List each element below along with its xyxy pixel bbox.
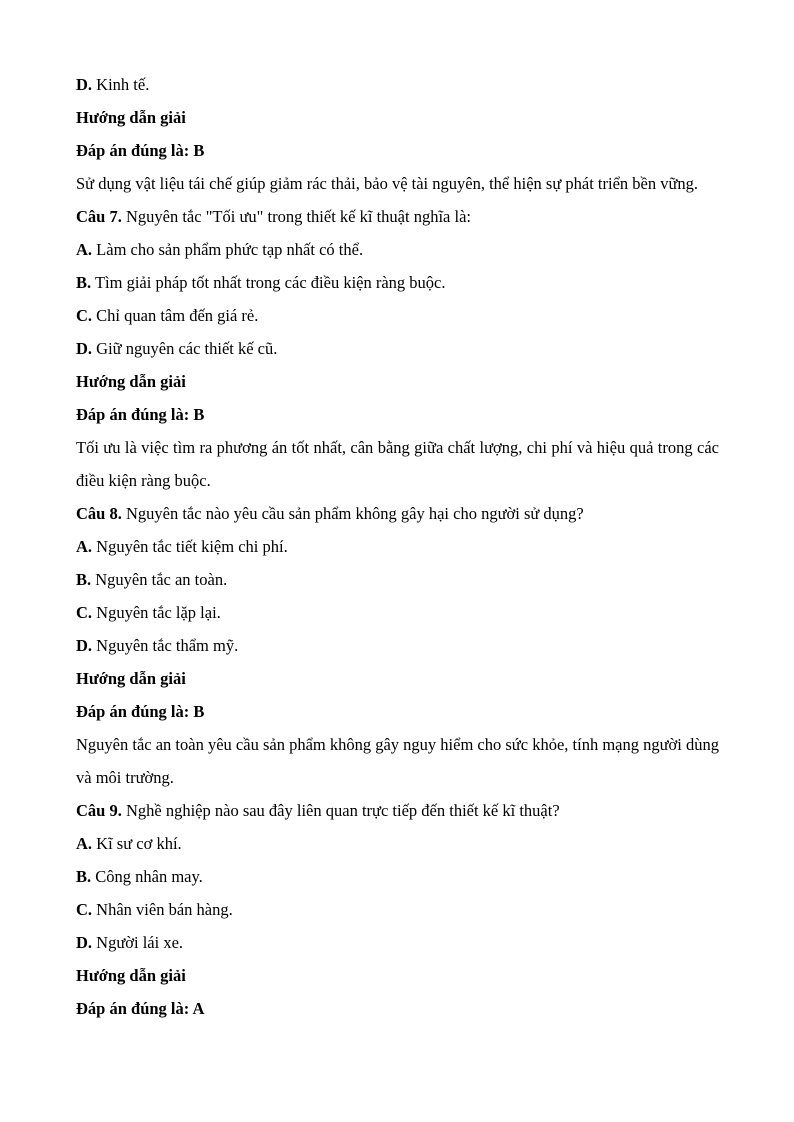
correct-answer-text: Đáp án đúng là: B bbox=[76, 141, 205, 160]
option-text: Làm cho sản phẩm phức tạp nhất có thể. bbox=[92, 240, 364, 259]
option-letter: A. bbox=[76, 240, 93, 259]
answer-option bbox=[76, 332, 719, 365]
question-title bbox=[76, 200, 719, 233]
solution-heading bbox=[76, 959, 719, 992]
option-text: Kĩ sư cơ khí. bbox=[92, 834, 182, 853]
question-title bbox=[76, 794, 719, 827]
option-text: Nguyên tắc thẩm mỹ. bbox=[92, 636, 239, 655]
answer-option bbox=[76, 629, 719, 662]
option-letter: A. bbox=[76, 834, 93, 853]
option-letter: D. bbox=[76, 75, 93, 94]
option-letter: B. bbox=[76, 570, 92, 589]
solution-heading-text: Hướng dẫn giải bbox=[76, 669, 186, 688]
option-letter: C. bbox=[76, 603, 93, 622]
explanation-text: Sử dụng vật liệu tái chế giúp giảm rác thải, bảo vệ tài nguyên, thể hiện sự phát triển bền vững. bbox=[76, 174, 699, 193]
solution-heading-text: Hướng dẫn giải bbox=[76, 966, 186, 985]
option-text: Người lái xe. bbox=[92, 933, 184, 952]
explanation-text: Nguyên tắc an toàn yêu cầu sản phẩm không gây nguy hiểm cho sức khỏe, tính mạng người dùng và môi trường. bbox=[76, 735, 719, 787]
question-text: Nguyên tắc "Tối ưu" trong thiết kế kĩ thuật nghĩa là: bbox=[121, 207, 471, 226]
option-letter: B. bbox=[76, 273, 92, 292]
question-text: Nghề nghiệp nào sau đây liên quan trực tiếp đến thiết kế kĩ thuật? bbox=[121, 801, 560, 820]
answer-option bbox=[76, 233, 719, 266]
option-letter: D. bbox=[76, 636, 93, 655]
option-text: Nguyên tắc an toàn. bbox=[91, 570, 228, 589]
option-letter: D. bbox=[76, 933, 93, 952]
solution-heading bbox=[76, 662, 719, 695]
question-number: Câu 8. bbox=[76, 504, 122, 523]
correct-answer bbox=[76, 398, 719, 431]
correct-answer bbox=[76, 992, 719, 1025]
answer-option bbox=[76, 893, 719, 926]
correct-answer-text: Đáp án đúng là: B bbox=[76, 702, 205, 721]
option-letter: B. bbox=[76, 867, 92, 886]
question-text: Nguyên tắc nào yêu cầu sản phẩm không gây hại cho người sử dụng? bbox=[121, 504, 584, 523]
option-letter: C. bbox=[76, 900, 93, 919]
answer-option bbox=[76, 68, 719, 101]
correct-answer-text: Đáp án đúng là: B bbox=[76, 405, 205, 424]
correct-answer bbox=[76, 134, 719, 167]
option-text: Nhân viên bán hàng. bbox=[92, 900, 233, 919]
option-text: Kinh tế. bbox=[92, 75, 150, 94]
answer-option bbox=[76, 860, 719, 893]
option-text: Tìm giải pháp tốt nhất trong các điều kiện ràng buộc. bbox=[91, 273, 446, 292]
option-text: Công nhân may. bbox=[91, 867, 203, 886]
question-title bbox=[76, 497, 719, 530]
option-text: Giữ nguyên các thiết kế cũ. bbox=[92, 339, 278, 358]
answer-option bbox=[76, 926, 719, 959]
answer-option bbox=[76, 530, 719, 563]
question-number: Câu 7. bbox=[76, 207, 122, 226]
option-letter: D. bbox=[76, 339, 93, 358]
answer-option bbox=[76, 596, 719, 629]
correct-answer-text: Đáp án đúng là: A bbox=[76, 999, 205, 1018]
question-number: Câu 9. bbox=[76, 801, 122, 820]
answer-option bbox=[76, 563, 719, 596]
solution-heading bbox=[76, 101, 719, 134]
correct-answer bbox=[76, 695, 719, 728]
solution-heading-text: Hướng dẫn giải bbox=[76, 372, 186, 391]
answer-option bbox=[76, 266, 719, 299]
option-text: Nguyên tắc lặp lại. bbox=[92, 603, 221, 622]
option-letter: A. bbox=[76, 537, 93, 556]
option-text: Chỉ quan tâm đến giá rẻ. bbox=[92, 306, 259, 325]
solution-heading-text: Hướng dẫn giải bbox=[76, 108, 186, 127]
solution-heading bbox=[76, 365, 719, 398]
option-letter: C. bbox=[76, 306, 93, 325]
answer-option bbox=[76, 827, 719, 860]
option-text: Nguyên tắc tiết kiệm chi phí. bbox=[92, 537, 288, 556]
explanation-text: Tối ưu là việc tìm ra phương án tốt nhất, cân bằng giữa chất lượng, chi phí và hiệu quả trong các điều kiện ràng buộc. bbox=[76, 438, 719, 490]
answer-option bbox=[76, 299, 719, 332]
